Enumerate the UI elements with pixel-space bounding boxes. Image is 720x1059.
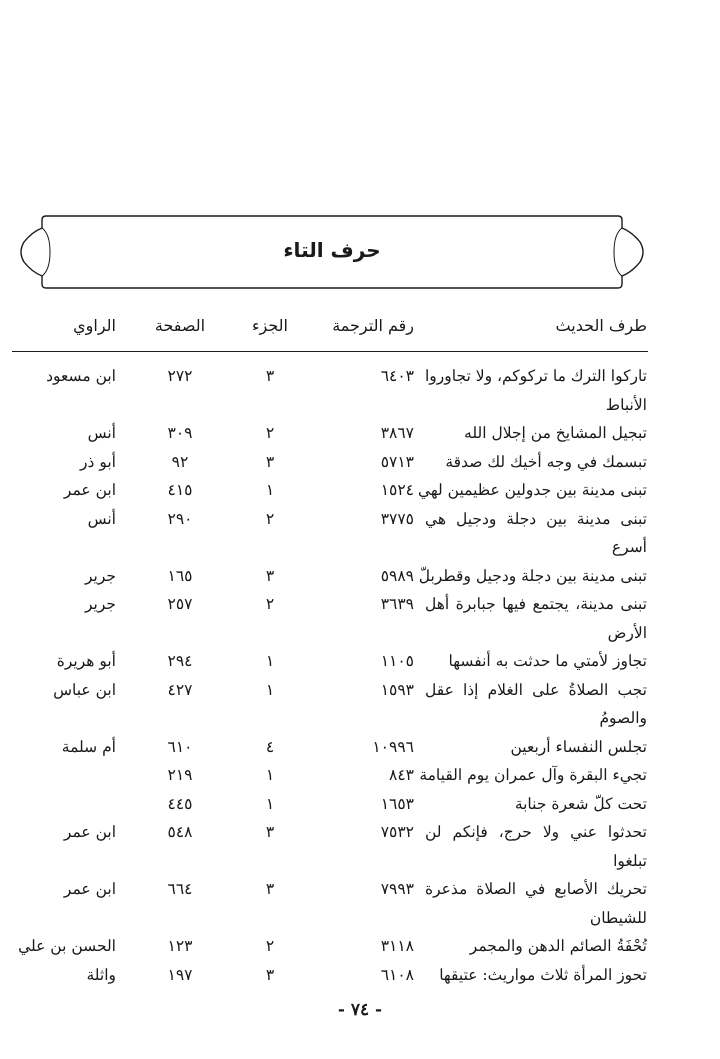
page-ref: ٤٤٥ xyxy=(167,794,193,813)
table-row xyxy=(0,448,720,477)
table-row xyxy=(0,562,720,591)
page-ref: ٦٦٤ xyxy=(167,880,193,898)
hadith-table-body xyxy=(0,362,720,989)
hadith-text: تاركوا الترك ما تركوكم، ولا تجاوروا الأنباط xyxy=(425,367,647,414)
narrator: جرير xyxy=(85,595,116,613)
hadith-text: تجيء البقرة وآل عمران يوم القيامة xyxy=(419,766,647,784)
hadith-text: تبنى مدينة، يجتمع فيها جبابرة أهل الأرض xyxy=(425,595,647,642)
header-juz: الجزء xyxy=(252,316,288,335)
hadith-text: تجلس النفساء أربعين xyxy=(510,737,647,756)
narrator: أبو هريرة xyxy=(56,652,116,670)
juz-number: ١ xyxy=(265,481,275,499)
table-row xyxy=(0,790,720,819)
header-tarjama: رقم الترجمة xyxy=(332,316,414,335)
narrator: أنس xyxy=(87,424,116,442)
juz-number: ٢ xyxy=(265,424,275,442)
tarjama-number: ٣٦٣٩ xyxy=(380,595,414,613)
header-hadith: طرف الحديث xyxy=(555,316,647,335)
narrator: الحسن بن علي xyxy=(18,937,116,955)
table-row xyxy=(0,419,720,448)
table-row xyxy=(0,733,720,762)
page-ref: ٢٩٠ xyxy=(167,509,193,528)
table-row xyxy=(0,505,720,562)
hadith-text: تجب الصلاةُ على الغلام إذا عقل والصومُ xyxy=(425,680,647,727)
tarjama-number: ٣١١٨ xyxy=(380,937,414,955)
juz-number: ٣ xyxy=(265,367,275,385)
juz-number: ٢ xyxy=(265,509,275,528)
tarjama-number: ١١٠٥ xyxy=(380,652,414,670)
hadith-text: تحت كلّ شعرة جنابة xyxy=(514,794,647,813)
hadith-text: تبنى مدينة بين دجلة ودجيل وقطربلّ xyxy=(418,566,647,585)
table-row xyxy=(0,590,720,647)
page-ref: ٢٥٧ xyxy=(167,595,193,613)
page-ref: ٦١٠ xyxy=(167,737,193,756)
section-title: حرف التاء xyxy=(283,238,381,262)
narrator: ابن عمر xyxy=(63,880,116,898)
tarjama-number: ١٦٥٣ xyxy=(380,794,414,813)
tarjama-number: ٥٧١٣ xyxy=(380,452,414,471)
tarjama-number: ٦٤٠٣ xyxy=(380,367,414,385)
juz-number: ٣ xyxy=(265,965,275,984)
narrator: ابن عمر xyxy=(63,481,116,499)
page-ref: ٣٠٩ xyxy=(167,424,193,442)
hadith-text: تبسمك في وجه أخيك لك صدقة xyxy=(445,452,647,471)
hadith-text: تبجيل المشايخ من إجلال الله xyxy=(464,424,647,442)
page-ref: ١٦٥ xyxy=(167,566,193,585)
hadith-text: تبنى مدينة بين جدولين عظيمين لهي xyxy=(417,481,647,499)
section-title-frame xyxy=(16,212,648,292)
page-ref: ١٩٧ xyxy=(167,965,193,984)
juz-number: ١ xyxy=(265,652,275,670)
juz-number: ٣ xyxy=(265,823,275,841)
juz-number: ٢ xyxy=(265,937,275,955)
narrator: ابن عباس xyxy=(53,680,116,699)
page-ref: ٤٢٧ xyxy=(167,680,193,699)
juz-number: ٣ xyxy=(265,880,275,898)
table-row xyxy=(0,875,720,932)
juz-number: ١ xyxy=(265,794,275,813)
table-row xyxy=(0,761,720,790)
juz-number: ٤ xyxy=(265,737,275,756)
narrator: أم سلمة xyxy=(61,737,116,756)
tarjama-number: ٣٧٧٥ xyxy=(380,509,414,528)
table-row xyxy=(0,476,720,505)
page-ref: ٢١٩ xyxy=(167,766,193,784)
hadith-text: تحريك الأصابع في الصلاة مذعرة للشيطان xyxy=(425,880,647,927)
page-ref: ٢٧٢ xyxy=(167,367,193,385)
narrator: أنس xyxy=(87,509,116,528)
header-divider xyxy=(12,351,648,352)
hadith-text: تبنى مدينة بين دجلة ودجيل هي أسرع xyxy=(425,509,647,556)
juz-number: ٣ xyxy=(265,452,275,471)
table-row xyxy=(0,647,720,676)
narrator: ابن عمر xyxy=(63,823,116,841)
tarjama-number: ٧٩٩٣ xyxy=(380,880,414,898)
page-ref: ٢٩٤ xyxy=(167,652,193,670)
hadith-text: تجاوز لأمتي ما حدثت به أنفسها xyxy=(448,652,647,670)
header-rawi: الراوي xyxy=(73,316,116,335)
juz-number: ١ xyxy=(265,680,275,699)
tarjama-number: ١٠٩٩٦ xyxy=(372,737,414,756)
hadith-text: تحدثوا عني ولا حرج، فإنكم لن تبلغوا xyxy=(425,823,647,870)
table-row xyxy=(0,961,720,990)
tarjama-number: ١٥٩٣ xyxy=(380,680,414,699)
tarjama-number: ٦١٠٨ xyxy=(380,965,414,984)
table-row xyxy=(0,676,720,733)
page-ref: ١٢٣ xyxy=(167,937,193,955)
table-header xyxy=(0,316,720,346)
narrator: واثلة xyxy=(86,965,116,984)
tarjama-number: ٧٥٣٢ xyxy=(380,823,414,841)
hadith-text: تحوز المرأة ثلاث مواريث: عتيقها xyxy=(439,965,647,984)
table-row xyxy=(0,818,720,875)
page-ref: ٥٤٨ xyxy=(167,823,193,841)
narrator: ابن مسعود xyxy=(46,367,116,385)
tarjama-number: ٣٨٦٧ xyxy=(380,424,414,442)
page-number: - ٧٤ - xyxy=(337,1000,383,1020)
table-row xyxy=(0,932,720,961)
narrator: جرير xyxy=(85,566,116,585)
header-safha: الصفحة xyxy=(154,316,206,335)
juz-number: ٢ xyxy=(265,595,275,613)
narrator: أبو ذر xyxy=(80,452,116,471)
tarjama-number: ٥٩٨٩ xyxy=(380,566,414,585)
table-row xyxy=(0,362,720,419)
page-ref: ٤١٥ xyxy=(167,481,193,499)
hadith-text: تُحْفَةُ الصائم الدهن والمجمر xyxy=(469,937,647,955)
tarjama-number: ١٥٢٤ xyxy=(380,481,414,499)
page-ref: ٩٢ xyxy=(171,452,189,471)
juz-number: ١ xyxy=(265,766,275,784)
juz-number: ٣ xyxy=(265,566,275,585)
tarjama-number: ٨٤٣ xyxy=(389,766,414,784)
